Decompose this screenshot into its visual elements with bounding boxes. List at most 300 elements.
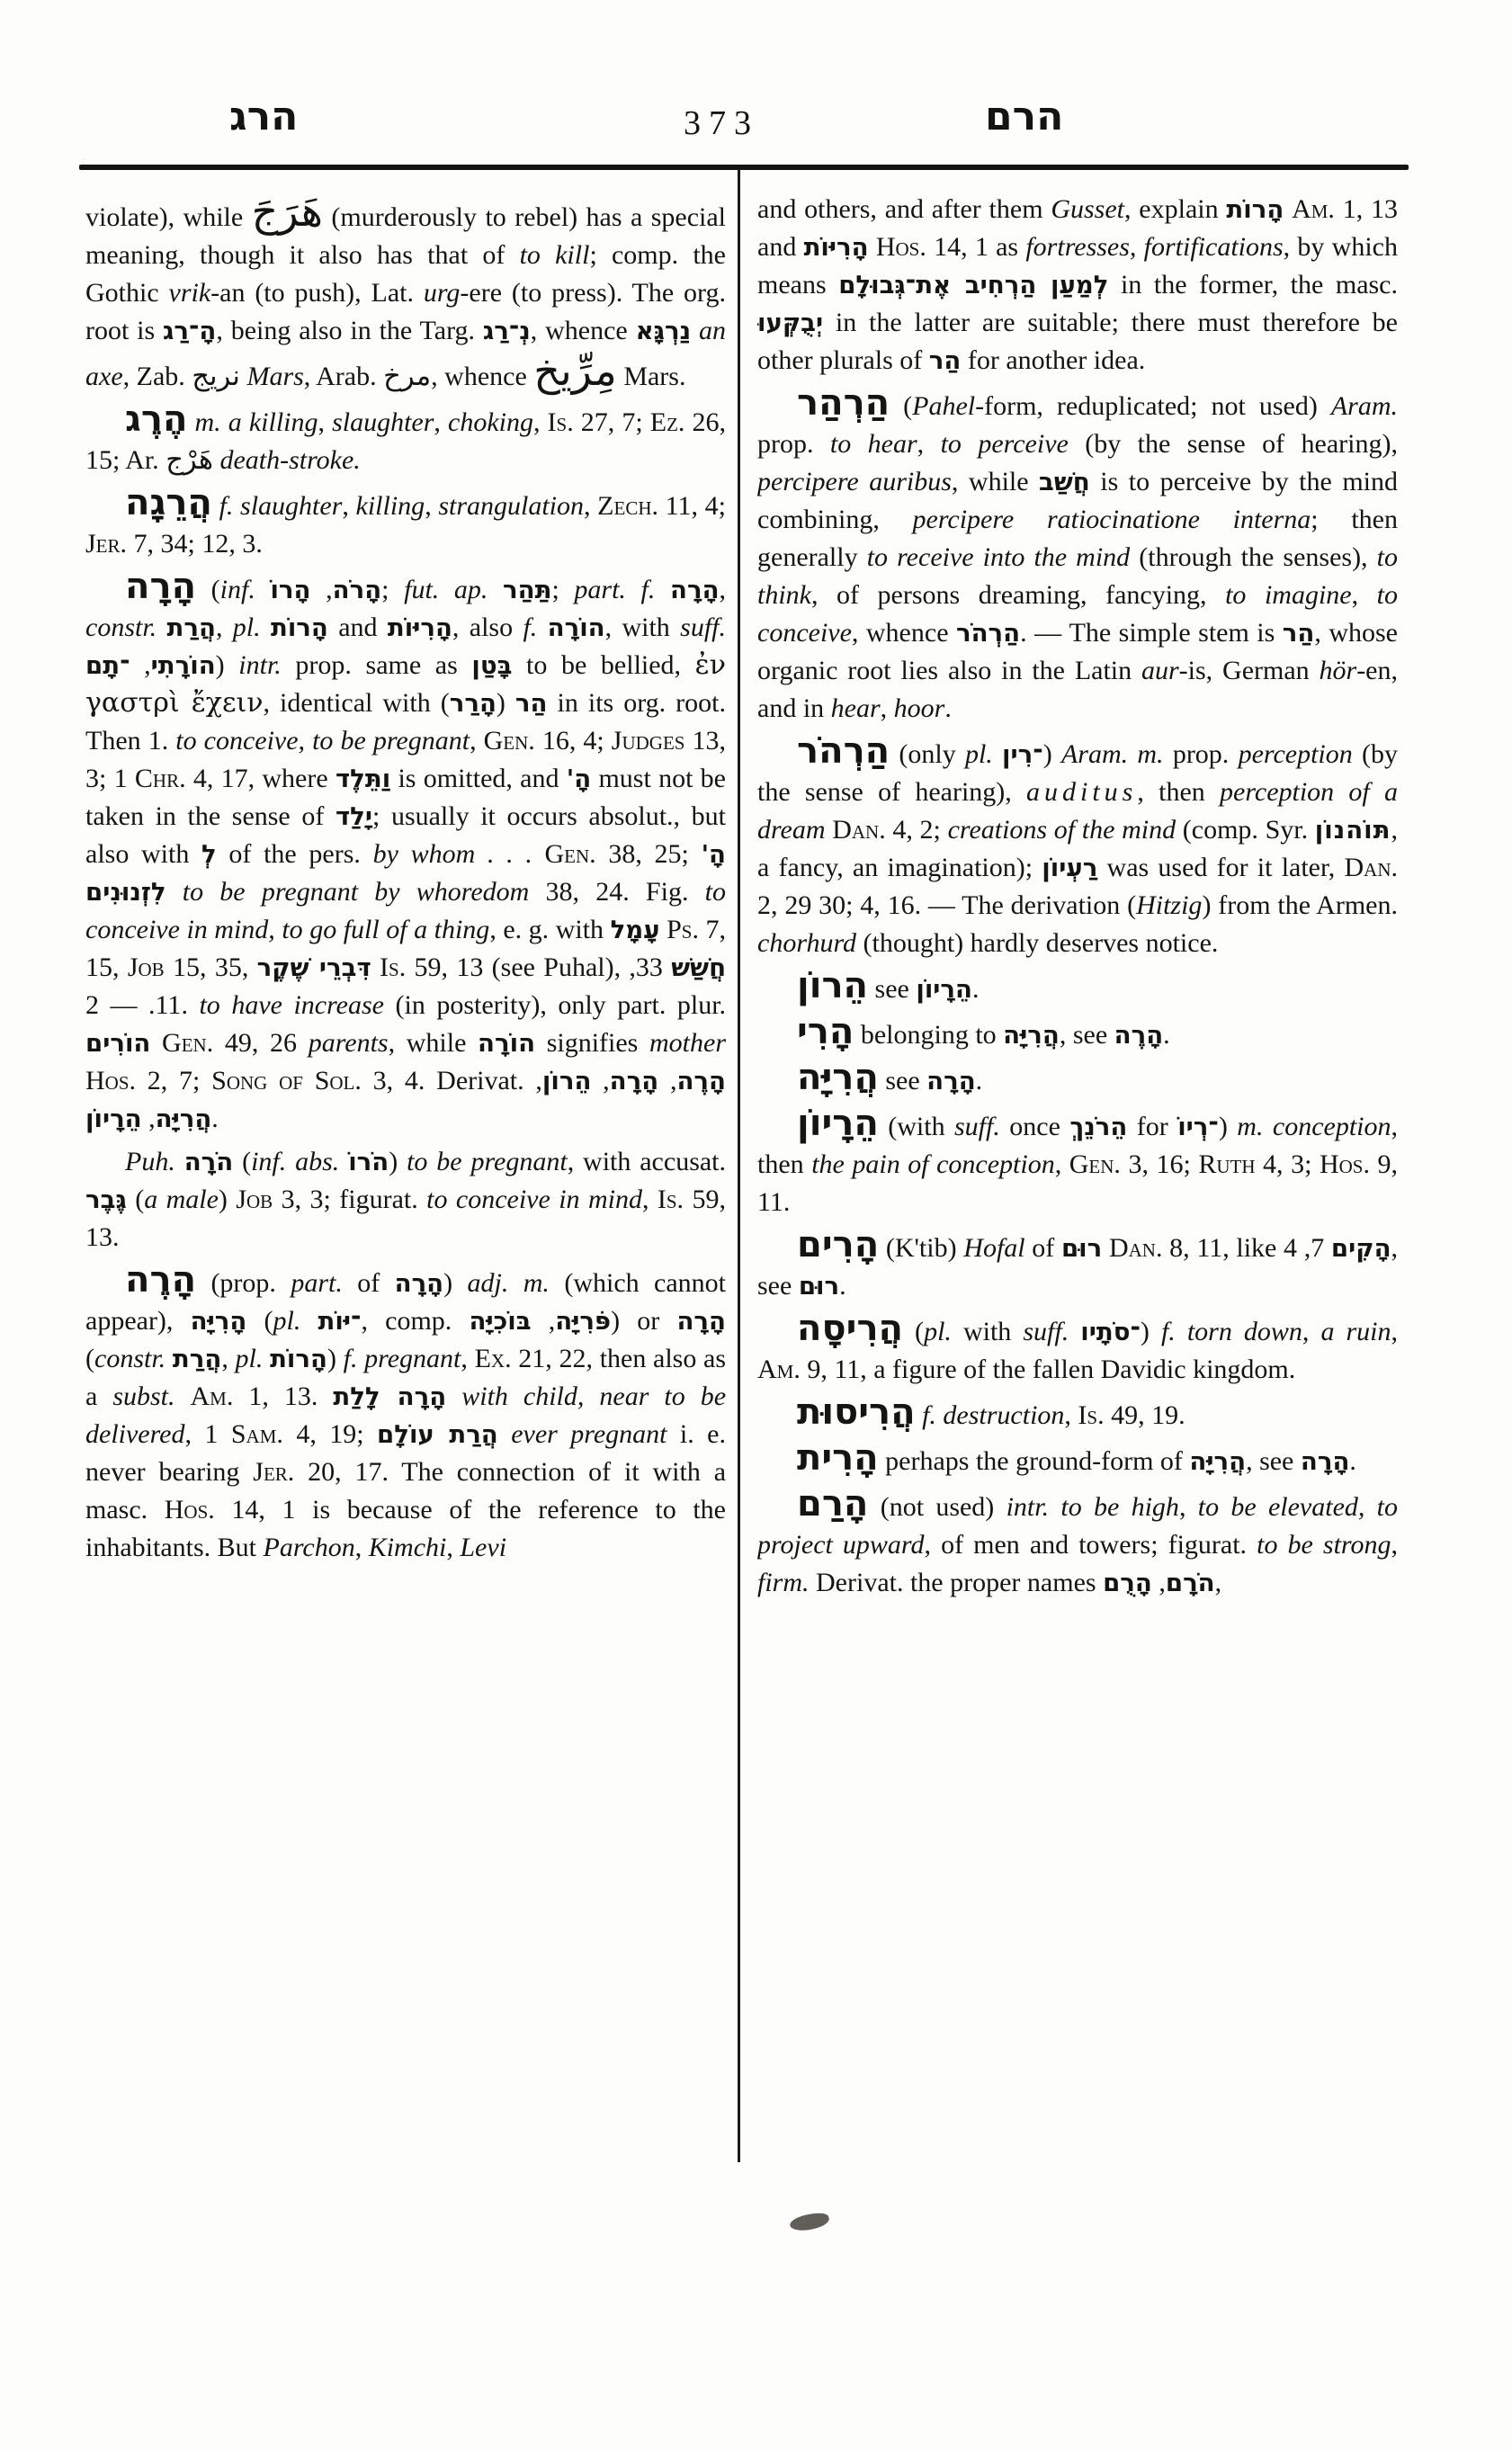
text-run: , [342, 491, 356, 521]
entry-harhar [757, 382, 1398, 728]
entry-heron-crossref [757, 965, 1398, 1008]
text-run: , [425, 491, 439, 521]
text-run: (by the sense of hearing), [1068, 429, 1398, 459]
text-run: ) [218, 1185, 237, 1214]
text-run: with [951, 1317, 1024, 1346]
text-run: suff. [954, 1112, 1000, 1141]
text-run: , being also in the Targ. [216, 316, 483, 345]
text-run: (murderously to rebel) has a special meaning, though it also has that of [85, 202, 726, 270]
text-run: , then [757, 1112, 1398, 1179]
text-run: (comp. Syr. [1176, 815, 1315, 845]
text-run: . [971, 974, 980, 1004]
text-run: ; comp. the Gothic [85, 240, 726, 308]
text-run: Jer. [253, 1457, 295, 1487]
text-run: ( [233, 1147, 252, 1176]
header-rule [79, 165, 1409, 170]
text-run: הָרוֹ [270, 575, 311, 604]
text-run: , see [1059, 1020, 1114, 1050]
entry-headword: הַרְהֹר [797, 730, 890, 772]
text-run: הָרֶה [676, 1066, 726, 1095]
text-run: (through the senses), [1130, 542, 1377, 572]
text-run: Gusset [1051, 194, 1124, 224]
text-run: ־סֹתָיו [1080, 1317, 1141, 1346]
text-run: 9, 11. [757, 1149, 1398, 1217]
text-run: 3, 16; [1120, 1149, 1199, 1179]
text-run: , explain [1124, 194, 1227, 224]
text-run: Mars [246, 362, 304, 391]
text-run: , also [452, 612, 523, 642]
text-run: ) [1140, 1317, 1161, 1346]
text-run: , [1351, 580, 1377, 610]
text-run [691, 316, 699, 345]
text-run [221, 407, 228, 437]
text-run: prop. same as [281, 650, 472, 680]
text-run: , by which means [757, 232, 1398, 300]
text-run [233, 491, 240, 521]
text-run: 38, 24. Fig. [529, 877, 705, 907]
text-run: , comp. [361, 1306, 470, 1336]
text-run: הָרוֹת [270, 612, 328, 642]
text-run: the pain of conception [811, 1149, 1055, 1179]
text-run: הָרָה [670, 575, 720, 604]
text-run: fortresses, fortifications [1025, 232, 1284, 262]
text-run: ־תָם [85, 650, 130, 680]
text-run: Is. [657, 1185, 684, 1214]
text-run: הָ' לִזְנוּנִים [85, 839, 726, 907]
text-run: , with [604, 612, 681, 642]
text-run: (K'tib) [879, 1233, 964, 1263]
text-run [300, 1306, 318, 1336]
text-run: ) [443, 1268, 468, 1298]
text-run: prop. [757, 429, 830, 459]
text-run: הֵרוֹן [541, 1066, 592, 1095]
entry-headword: הָרֶה [125, 1259, 197, 1301]
text-run: ( [196, 575, 220, 604]
text-run: Gen. [483, 726, 535, 756]
text-run: Dan. [832, 815, 886, 845]
text-run: signifies [535, 1028, 650, 1058]
text-run: Is. [1078, 1400, 1105, 1430]
text-run: Hos. [85, 1066, 137, 1095]
text-run: suff. [1023, 1317, 1069, 1346]
text-run: and others, and after them [757, 194, 1051, 224]
text-run: 13, 3; 1 [85, 726, 726, 793]
text-run: Hos. [1319, 1149, 1370, 1179]
text-run: הָרָה [394, 1268, 444, 1298]
text-run: firm. [757, 1568, 810, 1597]
text-run: of the pers. [216, 839, 373, 869]
text-run: 2, 29 30; 4, 16. — The derivation ( [757, 890, 1137, 920]
text-run: to be bellied, [512, 650, 695, 680]
text-run: לְ [201, 839, 217, 869]
left-column [85, 191, 726, 2178]
entry-hariyah-crossref [757, 1057, 1398, 1100]
text-run: לְמַעַן הַרְחִיב אֶת־גְּבוּלָם [838, 270, 1109, 300]
text-run: suff. [680, 612, 726, 642]
text-run: Hitzig [1136, 890, 1203, 920]
text-run: . [944, 693, 952, 723]
text-run: 4, 2; [885, 815, 948, 845]
text-run: הַר [514, 688, 548, 718]
text-run: 2, 7; [136, 1066, 212, 1095]
entry-harhor [757, 730, 1398, 962]
text-run: הֲרִיָּה [1003, 1020, 1060, 1050]
text-run: Gen. [162, 1028, 214, 1058]
entry-headword: הָרִית [797, 1437, 879, 1479]
text-run: for another idea. [961, 345, 1146, 375]
entry-headword: הֲרִיסָה [797, 1308, 904, 1349]
text-run: to be strong [1257, 1530, 1391, 1560]
text-run [537, 612, 547, 642]
text-run: הָקִים [1330, 1233, 1391, 1263]
text-run: , [1391, 1530, 1398, 1560]
entry-harah-puhal [85, 1143, 726, 1256]
text-run: , see [1246, 1446, 1301, 1476]
text-run [263, 1344, 270, 1373]
text-run: , 1 [184, 1419, 231, 1449]
text-run: once [999, 1112, 1070, 1141]
text-run: (only [890, 739, 965, 769]
text-run: , [531, 1306, 556, 1336]
text-run: pl. [964, 739, 993, 769]
text-run: הָרֶה [1114, 1020, 1164, 1050]
text-run: הֲרַת עוֹלָם [377, 1419, 498, 1449]
text-run: percipere auribus [757, 467, 952, 496]
text-run: . [211, 1104, 219, 1133]
text-run: to have increase [199, 990, 384, 1020]
text-run: slaughter [240, 491, 343, 521]
text-run: 8, 11, like [1162, 1233, 1284, 1263]
text-run: parents [308, 1028, 389, 1058]
text-run: דִּבְרֵי שֶׁקֶר [256, 952, 371, 982]
text-run: to imagine [1225, 580, 1352, 610]
text-run: hear [830, 693, 881, 723]
text-run: 7, 15, [85, 915, 726, 982]
text-run: -form, reduplicated; not used) [975, 391, 1331, 421]
text-run: הֹרָה [183, 1147, 234, 1176]
text-run: to conceive in mind, to go full of a thing [85, 877, 726, 944]
text-run: to be elevated, to project upward [757, 1492, 1398, 1560]
text-run: , [318, 407, 333, 437]
text-run: i. e. never bearing [85, 1419, 726, 1487]
text-run: 33, 11. — 2. [85, 952, 672, 1020]
text-run: to be pregnant by whoredom [182, 877, 530, 907]
running-head-right-keyword: הרם [985, 94, 1064, 139]
text-run: פֹּרִיָּה [555, 1306, 612, 1336]
text-run: ־רִין [1002, 739, 1043, 769]
text-run: ) from the Armen. [1202, 890, 1398, 920]
text-run: הוֹרָה [547, 612, 605, 642]
text-run: hoor [893, 693, 945, 723]
text-run [869, 232, 876, 262]
text-run: חֲשַׁשׁ [671, 952, 726, 982]
text-run: by whom . . . [372, 839, 532, 869]
text-run: , [1214, 1568, 1222, 1597]
text-run: -an (to push), Lat. [210, 278, 424, 308]
text-run [993, 739, 1002, 769]
text-run: Zech. [597, 491, 658, 521]
text-run [261, 612, 271, 642]
entry-headword: הֲרִיָּה [797, 1057, 879, 1098]
text-run: בּוֹכִיָּה [469, 1306, 532, 1336]
text-run: auditus [1026, 777, 1138, 807]
text-run: 4, 17, where [185, 764, 336, 793]
text-run: Gen. [1069, 1149, 1121, 1179]
text-run: belonging to [854, 1020, 1004, 1050]
text-run: m. [194, 407, 221, 437]
text-run: to receive into the mind [866, 542, 1131, 572]
text-run: 11, 4; [658, 491, 726, 521]
entry-haram [757, 1483, 1398, 1602]
text-run: Am. [190, 1381, 234, 1411]
text-run: vrik [168, 278, 211, 308]
text-run: Song of Sol. [211, 1066, 362, 1095]
right-column [757, 191, 1398, 2178]
text-run: Ez. [649, 407, 685, 437]
text-run: הֵרָיוֹן [85, 1104, 142, 1133]
text-run: ( [126, 1185, 145, 1214]
entry-headword: הֵרָיוֹן [797, 1103, 879, 1144]
text-run: see [868, 974, 917, 1004]
text-run: pl. [235, 1344, 264, 1373]
text-run: הוֹרָתִי [150, 650, 216, 680]
continuation-harag [85, 191, 726, 396]
text-run: הַרְהֹר [955, 618, 1021, 648]
text-run: was used for it later, [1097, 853, 1345, 882]
running-head-left-keyword: הרג [229, 94, 299, 139]
text-run: ; usually it occurs absolut., but also with [85, 801, 726, 869]
text-run: , identical with [263, 688, 441, 718]
text-run: ; then generally [757, 505, 1398, 572]
text-run: of [1024, 1233, 1061, 1263]
text-run: , [1178, 1492, 1198, 1522]
text-run: , [1391, 1317, 1398, 1346]
text-run: constr. [85, 612, 157, 642]
text-run: strangulation [438, 491, 585, 521]
text-run: mother [649, 1028, 726, 1058]
text-run: percipere ratiocinatione interna [912, 505, 1311, 534]
text-run: urg [423, 278, 461, 308]
text-run [488, 575, 503, 604]
text-run: רוּם [798, 1271, 840, 1301]
text-run: עָמָל [610, 915, 660, 944]
text-run: death-stroke. [219, 445, 361, 475]
text-run: perception of a dream [757, 777, 1398, 845]
text-run: part. [291, 1268, 343, 1298]
text-run: violate), while [85, 202, 252, 232]
text-run: Puh. [125, 1147, 175, 1176]
text-run: is omitted, and [390, 764, 567, 793]
text-run: a male [144, 1185, 219, 1214]
text-run: adj. m. [467, 1268, 550, 1298]
text-run: הָ־רַג [163, 316, 217, 345]
text-run: f. destruction [922, 1400, 1065, 1430]
text-run: הָרֹה [332, 575, 382, 604]
text-run: constr. [94, 1344, 166, 1373]
text-run: , whence [431, 362, 534, 391]
text-run: f. torn down [1160, 1317, 1302, 1346]
text-run: and [327, 612, 388, 642]
text-run: . [1163, 1020, 1170, 1050]
text-run [371, 952, 380, 982]
text-run: 4, 3; [1255, 1149, 1320, 1179]
text-run [339, 1147, 348, 1176]
text-run: Am. [1292, 194, 1335, 224]
text-run: , Arab. [303, 362, 384, 391]
text-run: ( [85, 1344, 94, 1373]
text-run: to perceive [940, 429, 1069, 459]
text-run: Aram. [1330, 391, 1398, 421]
text-run: הַר [1282, 618, 1315, 648]
text-run: 27, 7; [573, 407, 650, 437]
text-run: רוּם [1060, 1233, 1103, 1263]
text-run: to conceive [757, 580, 1398, 648]
text-run: , [1064, 1400, 1078, 1430]
text-run [1069, 1317, 1080, 1346]
text-run: , [1151, 1568, 1166, 1597]
text-run: . [1349, 1446, 1356, 1476]
text-run: ; [551, 575, 575, 604]
text-run: 7, 4, see [757, 1233, 1398, 1301]
text-run: , [584, 491, 598, 521]
text-run: חֲשַׁב [1039, 467, 1090, 496]
text-run: Pahel [912, 391, 976, 421]
text-run: הֲרַת [172, 1344, 222, 1373]
text-run: ) [1218, 1112, 1238, 1141]
text-run: for [1127, 1112, 1178, 1141]
text-run: Levi [460, 1533, 507, 1562]
text-run: f. pregnant [343, 1344, 461, 1373]
entry-headword: הָרַם [797, 1483, 869, 1525]
text-run: Chr. [134, 764, 186, 793]
text-run: -is, German [1178, 656, 1320, 685]
text-run: Job [127, 952, 165, 982]
text-run: הָרָה [926, 1066, 976, 1095]
text-run: an axe [85, 316, 726, 391]
text-run: הוֹרָה [478, 1028, 536, 1058]
text-run: pl. [273, 1306, 301, 1336]
text-run: ) in its org. root. Then 1. [85, 688, 726, 756]
text-run: , [470, 726, 484, 756]
text-run: killing [355, 491, 425, 521]
text-run: הָרוֹת [270, 1344, 327, 1373]
text-run: Parchon [263, 1533, 355, 1562]
text-run: ־יּוֹת [318, 1306, 362, 1336]
text-run: Dan. [1108, 1233, 1163, 1263]
text-run [255, 575, 271, 604]
text-run: Ex. [474, 1344, 512, 1373]
text-run: Job [236, 1185, 273, 1214]
text-run: Dan. [1344, 853, 1398, 882]
text-run: m. conception [1237, 1112, 1391, 1141]
text-run: 20, 17. The connection of it with a masc. [85, 1457, 726, 1525]
text-run: , of men and towers; figurat. [924, 1530, 1257, 1560]
continuation-hareh-plurals [757, 191, 1398, 380]
text-run: 14, 1 as [926, 232, 1026, 262]
text-run: תַּהַר [503, 575, 552, 604]
text-run: creations of the mind [947, 815, 1176, 845]
text-run: 14, 1 is because of the reference to the inhabitants. But [85, 1495, 726, 1562]
text-run: תּוֹהנוֹן [1314, 815, 1391, 845]
text-run: , then [1137, 777, 1220, 807]
text-run: ( [903, 1317, 925, 1346]
text-run: , whence [530, 316, 636, 345]
text-run: Derivat. the proper names [809, 1568, 1104, 1597]
text-run: 49, 19. [1104, 1400, 1185, 1430]
text-run: , of persons dreaming, fancying, [811, 580, 1226, 610]
text-run: , [354, 1533, 369, 1562]
text-run: ( [496, 688, 515, 718]
text-run: 9, 11, a figure of the fallen Davidic kingdom. [800, 1355, 1296, 1384]
text-run: Hos. [875, 232, 926, 262]
text-run: pl. [924, 1317, 952, 1346]
text-run: ever pregnant [511, 1419, 667, 1449]
text-run: 3, 3; figurat. [273, 1185, 427, 1214]
text-run: to kill [519, 240, 590, 270]
text-run: choking [448, 407, 533, 437]
text-run: 26, 15; Ar. [85, 407, 726, 475]
text-run: to be pregnant [407, 1147, 568, 1176]
text-run: fut. ap. [404, 575, 488, 604]
entry-harah-verb [85, 568, 726, 1138]
text-run: with child, near to be delivered [85, 1381, 726, 1449]
text-run [157, 612, 166, 642]
text-run: הֲרַת [166, 612, 216, 642]
text-run [916, 1400, 923, 1430]
text-run: 7, 34; 12, 3. [127, 529, 263, 559]
text-run: 1, 13. [233, 1381, 334, 1411]
text-run: הֵרָיוֹן [916, 974, 972, 1004]
text-run: , Zab. [122, 362, 192, 391]
text-run [166, 877, 183, 907]
text-run: , [130, 650, 151, 680]
entry-harisuth [757, 1391, 1398, 1435]
text-run: (by the sense of hearing), [757, 739, 1398, 807]
text-run: (which cannot appear), [85, 1268, 726, 1336]
text-run: ) [215, 650, 239, 680]
text-run: هَرَجَ [251, 191, 323, 236]
entry-hareh-adj [85, 1259, 726, 1567]
text-run: , [917, 429, 941, 459]
text-run [212, 491, 219, 521]
text-run [498, 1419, 511, 1449]
text-run: הָרִיּוֹת [803, 232, 869, 262]
text-run: , while [388, 1028, 479, 1058]
text-run: (with [878, 1112, 954, 1141]
text-run: , [1302, 1317, 1321, 1346]
text-run: subst. [112, 1381, 175, 1411]
text-run: -en, and in [757, 656, 1398, 723]
text-run: , [221, 1344, 236, 1373]
text-run: , [591, 1066, 610, 1095]
text-run: בָּטַן [471, 650, 513, 680]
text-run: נַרְגָּא [635, 316, 692, 345]
text-run: مِرِّيخ [533, 346, 617, 395]
text-run: in the former, the masc. [1108, 270, 1398, 300]
text-run: Aram. m. [1060, 739, 1164, 769]
text-run: רַעְיוֹן [1042, 853, 1098, 882]
text-run [1102, 1233, 1109, 1263]
text-run: chorhurd [757, 928, 857, 958]
text-run: ) [389, 1147, 407, 1176]
entry-headword: הֲרִיסוּת [797, 1391, 916, 1433]
text-run: Is. [547, 407, 574, 437]
entry-headword: הֶרֶג [125, 398, 188, 440]
text-run: inf. abs. [251, 1147, 340, 1176]
entry-harith [757, 1437, 1398, 1480]
text-run: 15, 35, [164, 952, 257, 982]
text-run: ; [381, 575, 405, 604]
